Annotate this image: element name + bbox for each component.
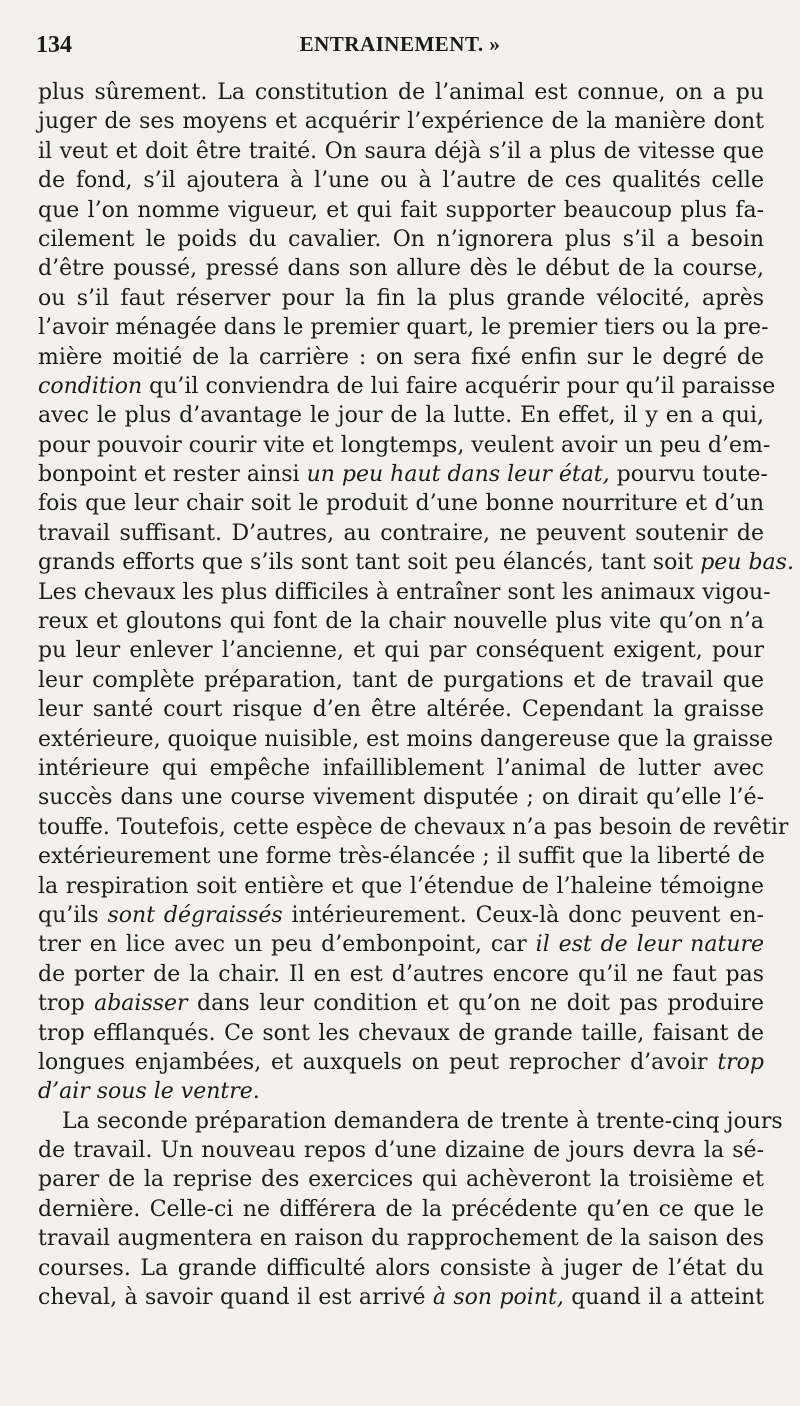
paragraph xyxy=(38,1107,783,1313)
text-line xyxy=(38,1165,764,1194)
text-run: mière moitié de la carrière : on sera fixé enfin sur le degré de xyxy=(38,344,764,370)
text-line xyxy=(38,313,769,342)
text-run: qu’il conviendra de lui faire acquérir pour qu’il paraisse xyxy=(142,373,776,399)
text-run: qu’ils xyxy=(38,902,108,928)
text-line xyxy=(38,578,771,607)
text-run: bonpoint et rester ainsi xyxy=(38,462,307,488)
text-run: leur complète préparation, tant de purgations et de travail que xyxy=(38,667,764,693)
text-line xyxy=(38,196,764,225)
text-run: grands efforts que s’ils sont tant soit peu élancés, tant soit xyxy=(38,550,701,576)
text-line xyxy=(38,960,764,989)
text-run: l’avoir ménagée dans le premier quart, le premier tiers ou la pre- xyxy=(38,315,769,341)
text-line xyxy=(38,1019,764,1048)
text-run: trop xyxy=(38,991,95,1017)
body-text xyxy=(38,78,794,1312)
text-line xyxy=(38,343,764,372)
italic-text: d’air sous le ventre. xyxy=(38,1079,260,1105)
text-run: extérieurement une forme très-élancée ; il suffit que la liberté de xyxy=(38,844,765,870)
paragraph xyxy=(38,78,794,1107)
italic-text: un peu haut dans leur état, xyxy=(306,462,610,488)
text-line xyxy=(38,401,764,430)
italic-text: condition xyxy=(38,373,143,399)
text-run: quand il a atteint xyxy=(563,1285,764,1311)
text-run: Les chevaux les plus difficiles à entraîner sont les animaux vigou- xyxy=(38,579,771,605)
italic-text: à son point, xyxy=(432,1285,564,1311)
text-line xyxy=(38,137,764,166)
italic-text: il est de leur nature xyxy=(535,932,764,958)
text-line xyxy=(38,431,771,460)
text-line xyxy=(38,489,764,518)
text-run: longues enjambées, et auxquels on peut reprocher d’avoir xyxy=(38,1049,718,1075)
italic-text: abaisser xyxy=(94,991,188,1017)
text-run: reux et gloutons qui font de la chair nouvelle plus vite qu’on n’a xyxy=(38,609,764,635)
text-line xyxy=(38,519,764,548)
text-run: juger de ses moyens et acquérir l’expérience de la manière dont xyxy=(38,109,764,135)
text-line xyxy=(38,930,764,959)
page-header xyxy=(36,32,764,62)
text-run: courses. La grande difficulté alors consiste à juger de l’état du xyxy=(38,1255,764,1281)
text-line xyxy=(38,254,764,283)
text-line xyxy=(38,783,764,812)
running-head: ENTRAINEMENT. » xyxy=(299,32,501,56)
italic-text: sont dégraissés xyxy=(107,902,283,928)
text-line xyxy=(38,1254,764,1283)
text-line xyxy=(38,636,764,665)
text-line xyxy=(38,725,774,754)
text-run: intérieurement. Ceux-là donc peuvent en- xyxy=(282,902,764,928)
text-line xyxy=(38,107,764,136)
text-run: que l’on nomme vigueur, et qui fait supporter beaucoup plus fa- xyxy=(38,197,764,223)
text-line xyxy=(38,78,764,107)
text-run: pour pouvoir courir vite et longtemps, veulent avoir un peu d’em- xyxy=(38,432,771,458)
text-run: de fond, s’il ajoutera à l’une ou à l’autre de ces qualités celle xyxy=(38,168,764,194)
text-run: touffe. Toutefois, cette espèce de chevaux n’a pas besoin de revêtir xyxy=(38,814,789,840)
text-run: leur santé court risque d’en être altérée. Cependant la graisse xyxy=(38,697,764,723)
text-line xyxy=(38,1224,764,1253)
text-line xyxy=(38,872,764,901)
text-line xyxy=(38,813,789,842)
text-line xyxy=(38,284,764,313)
text-line xyxy=(38,666,764,695)
text-line xyxy=(38,901,764,930)
text-run: cheval, à savoir quand il est arrivé xyxy=(38,1285,433,1311)
text-line xyxy=(38,548,794,577)
text-run: dans leur condition et qu’on ne doit pas produire xyxy=(187,991,764,1017)
text-run: travail augmentera en raison du rapprochement de la saison des xyxy=(38,1226,764,1252)
text-line xyxy=(38,1107,783,1136)
text-run: avec le plus d’avantage le jour de la lutte. En effet, il y en a qui, xyxy=(38,403,764,429)
text-run: travail suffisant. D’autres, au contraire, ne peuvent soutenir de xyxy=(38,520,764,546)
text-run: de travail. Un nouveau repos d’une dizaine de jours devra la sé- xyxy=(38,1138,764,1164)
text-line xyxy=(38,166,764,195)
text-run: plus sûrement. La constitution de l’animal est connue, on a pu xyxy=(38,80,764,105)
text-run: il veut et doit être traité. On saura déjà s’il a plus de vitesse que xyxy=(38,138,764,164)
text-line xyxy=(38,1077,764,1106)
text-line xyxy=(38,460,768,489)
text-run: trer en lice avec un peu d’embonpoint, car xyxy=(38,932,536,958)
page-number: 134 xyxy=(36,32,72,58)
text-run: cilement le poids du cavalier. On n’ignorera plus s’il a besoin xyxy=(38,226,764,252)
text-line xyxy=(38,607,764,636)
text-run: trop efflanqués. Ce sont les chevaux de grande taille, faisant de xyxy=(38,1020,764,1046)
text-line xyxy=(38,754,764,783)
text-line xyxy=(38,1195,764,1224)
text-line xyxy=(38,695,764,724)
text-line xyxy=(38,1283,764,1312)
italic-text: peu bas. xyxy=(700,550,794,576)
text-line xyxy=(38,989,764,1018)
text-run: extérieure, quoique nuisible, est moins dangereuse que la graisse xyxy=(38,726,774,752)
text-run: la respiration soit entière et que l’étendue de l’haleine témoigne xyxy=(38,873,764,899)
text-run: pu leur enlever l’ancienne, et qui par conséquent exigent, pour xyxy=(38,638,764,664)
text-line xyxy=(38,842,764,871)
text-run: dernière. Celle-ci ne différera de la précédente qu’en ce que le xyxy=(38,1196,764,1222)
text-line xyxy=(38,372,776,401)
text-run: d’être poussé, pressé dans son allure dès le début de la course, xyxy=(38,256,764,282)
text-run: succès dans une course vivement disputée ; on dirait qu’elle l’é- xyxy=(38,785,764,811)
text-line xyxy=(38,1048,764,1077)
text-line xyxy=(38,1136,764,1165)
text-run: ou s’il faut réserver pour la fin la plus grande vélocité, après xyxy=(38,285,764,311)
text-run: parer de la reprise des exercices qui achèveront la troisième et xyxy=(38,1167,764,1193)
text-run: de porter de la chair. Il en est d’autres encore qu’il ne faut pas xyxy=(38,961,764,987)
text-run: intérieure qui empêche infailliblement l’animal de lutter avec xyxy=(38,755,764,781)
text-run: fois que leur chair soit le produit d’une bonne nourriture et d’un xyxy=(38,491,764,517)
italic-text: trop xyxy=(717,1049,764,1075)
text-line xyxy=(38,225,764,254)
text-run: La seconde préparation demandera de trente à trente-cinq jours xyxy=(62,1108,783,1134)
text-run: pourvu toute- xyxy=(609,462,768,488)
